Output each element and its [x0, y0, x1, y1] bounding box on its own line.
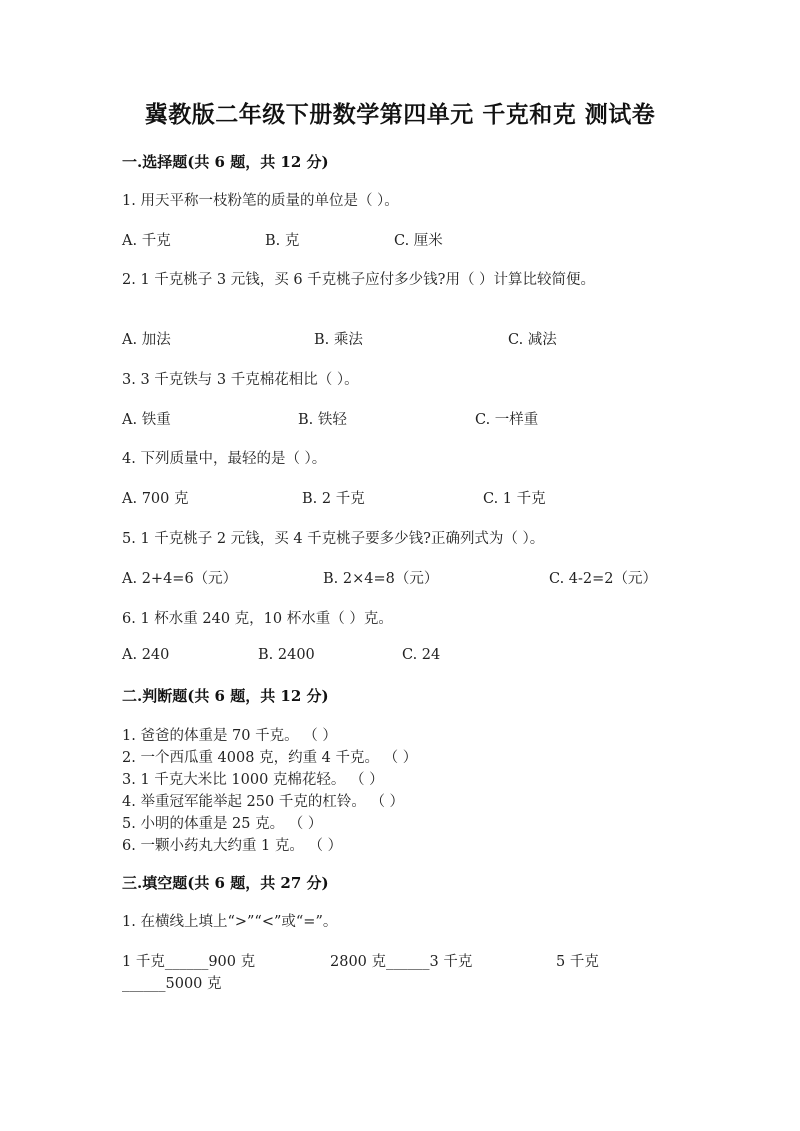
- judgment-item: 3. 1 千克大米比 1000 克棉花轻。 （ ）: [122, 772, 384, 788]
- option-c: C. 一样重: [475, 412, 539, 428]
- question-stem: 1. 在横线上填上“>”“<”或“=”。: [122, 914, 338, 930]
- judgment-item: 1. 爸爸的体重是 70 千克。 （ ）: [122, 728, 337, 744]
- section-heading-fill-in: 三.填空题(共 6 题，共 27 分): [122, 874, 329, 892]
- question-stem: 4. 下列质量中，最轻的是（ ）。: [122, 451, 327, 467]
- fill-blank-item: 1 千克______900 克: [122, 954, 256, 970]
- question-stem: 6. 1 杯水重 240 克，10 杯水重（ ）克。: [122, 611, 393, 627]
- option-b: B. 乘法: [314, 332, 363, 348]
- option-c: C. 1 千克: [483, 491, 546, 507]
- fill-blank-item: 2800 克______3 千克: [330, 954, 473, 970]
- fill-blank-item: ______5000 克: [122, 976, 222, 992]
- fill-blank-item: 5 千克: [556, 954, 599, 970]
- section-heading-choice: 一.选择题(共 6 题，共 12 分): [122, 153, 329, 171]
- question-stem: 2. 1 千克桃子 3 元钱，买 6 千克桃子应付多少钱?用（ ）计算比较简便。: [122, 272, 596, 288]
- option-b: B. 2400: [258, 647, 315, 663]
- option-a: A. 700 克: [122, 491, 189, 507]
- judgment-item: 2. 一个西瓜重 4008 克，约重 4 千克。 （ ）: [122, 750, 418, 766]
- option-b: B. 铁轻: [298, 412, 347, 428]
- question-stem: 1. 用天平称一枝粉笔的质量的单位是（ ）。: [122, 193, 399, 209]
- option-a: A. 240: [122, 647, 170, 663]
- judgment-item: 6. 一颗小药丸大约重 1 克。 （ ）: [122, 838, 343, 854]
- page-title: 冀教版二年级下册数学第四单元 千克和克 测试卷: [144, 101, 656, 128]
- option-a: A. 千克: [122, 233, 171, 249]
- option-c: C. 厘米: [394, 233, 443, 249]
- option-c: C. 4-2=2（元）: [549, 571, 658, 587]
- option-a: A. 加法: [122, 332, 171, 348]
- option-c: C. 24: [402, 647, 441, 663]
- section-heading-judgment: 二.判断题(共 6 题，共 12 分): [122, 687, 329, 705]
- option-b: B. 2 千克: [302, 491, 365, 507]
- option-b: B. 2×4=8（元）: [323, 571, 439, 587]
- judgment-item: 5. 小明的体重是 25 克。 （ ）: [122, 816, 323, 832]
- option-c: C. 减法: [508, 332, 557, 348]
- judgment-item: 4. 举重冠军能举起 250 千克的杠铃。 （ ）: [122, 794, 405, 810]
- question-stem: 3. 3 千克铁与 3 千克棉花相比（ ）。: [122, 372, 359, 388]
- question-stem: 5. 1 千克桃子 2 元钱，买 4 千克桃子要多少钱?正确列式为（ ）。: [122, 531, 545, 547]
- option-a: A. 铁重: [122, 412, 171, 428]
- option-a: A. 2+4=6（元）: [122, 571, 238, 587]
- option-b: B. 克: [265, 233, 300, 249]
